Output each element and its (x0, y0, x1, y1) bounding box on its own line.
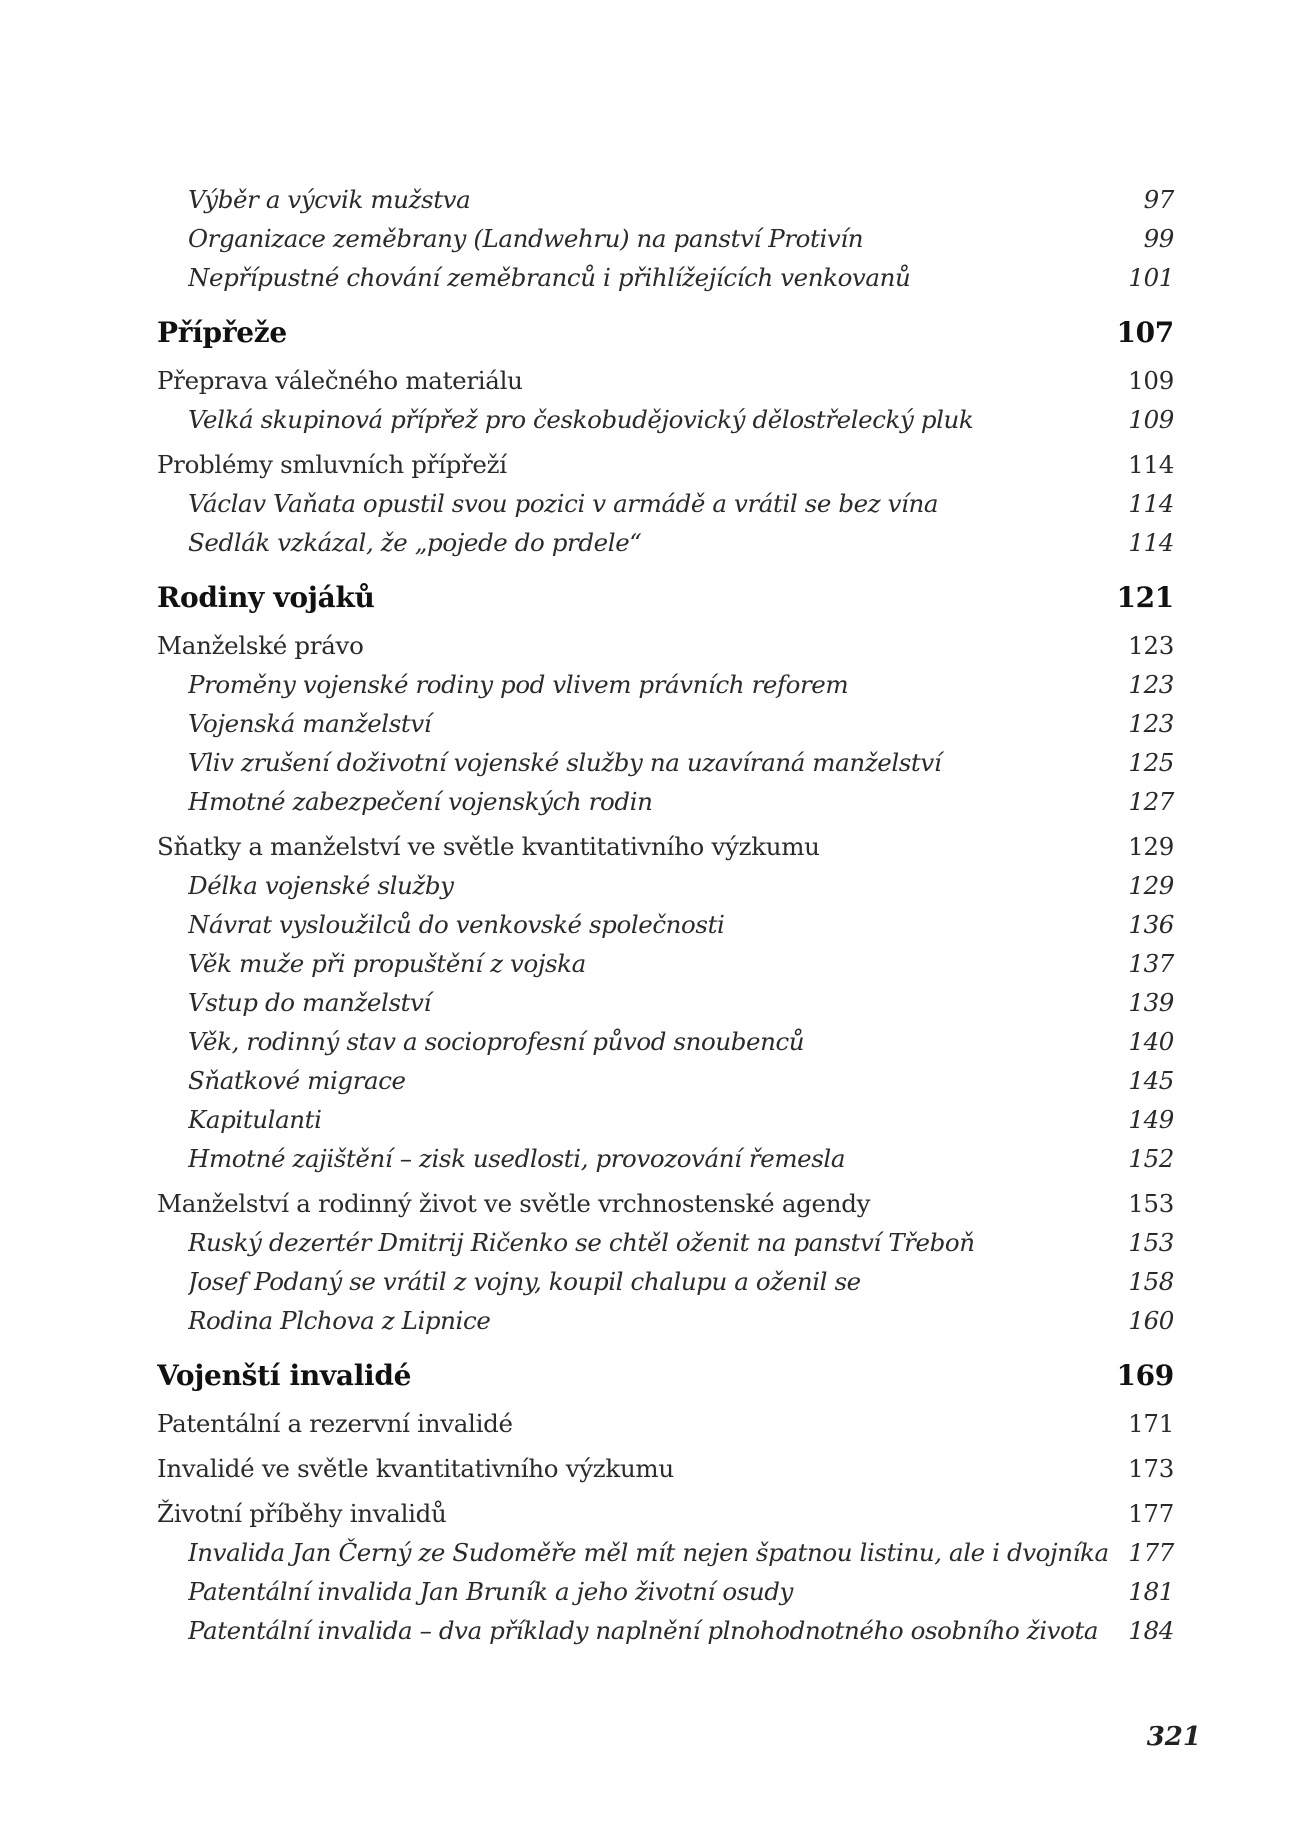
toc-entry-page: 123 (1128, 670, 1174, 699)
toc-entry (157, 1533, 1174, 1572)
toc-section-title: Přeprava válečného materiálu (157, 366, 523, 395)
toc-entry-title: Ruský dezertér Dmitrij Ričenko se chtěl oženit na panství Třeboň (188, 1228, 975, 1257)
toc-entry (157, 219, 1174, 258)
toc-entry (157, 180, 1174, 219)
toc-chapter (157, 576, 1174, 620)
toc-entry-page: 177 (1128, 1538, 1174, 1567)
toc-entry (157, 665, 1174, 704)
toc-entry-title: Velká skupinová přípřež pro českobudějovický dělostřelecký pluk (188, 405, 974, 434)
toc-section-page: 173 (1128, 1454, 1174, 1483)
toc-entry-title: Vojenská manželství (188, 709, 432, 738)
toc-section-page: 114 (1128, 450, 1174, 479)
toc-entry (157, 905, 1174, 944)
toc-entry-page: 149 (1128, 1105, 1174, 1134)
toc-chapter-title: Přípřeže (157, 316, 287, 349)
toc-entry (157, 1100, 1174, 1139)
toc-section-title: Manželské právo (157, 631, 364, 660)
toc-entry-title: Josef Podaný se vrátil z vojny, koupil chalupu a oženil se (188, 1267, 861, 1296)
toc-entry-title: Věk muže při propuštění z vojska (188, 949, 586, 978)
toc-entry-title: Nepřípustné chování zeměbranců i přihlížejících venkovanů (188, 263, 911, 292)
toc-entry (157, 484, 1174, 523)
toc-section-title: Patentální a rezervní invalidé (157, 1409, 513, 1438)
toc-entry-page: 114 (1128, 489, 1174, 518)
toc-entry-page: 153 (1128, 1228, 1174, 1257)
toc-section-title: Manželství a rodinný život ve světle vrchnostenské agendy (157, 1189, 871, 1218)
toc-entry (157, 1572, 1174, 1611)
toc-entry-page: 160 (1128, 1306, 1174, 1335)
toc-entry-title: Proměny vojenské rodiny pod vlivem právních reforem (188, 670, 849, 699)
toc-entry-page: 139 (1128, 988, 1174, 1017)
toc-entry-title: Invalida Jan Černý ze Sudoměře měl mít nejen špatnou listinu, ale i dvojníka (188, 1538, 1109, 1567)
toc-entry-page: 127 (1128, 787, 1174, 816)
toc-entry (157, 1223, 1174, 1262)
table-of-contents (157, 180, 1174, 1650)
toc-entry (157, 782, 1174, 821)
toc-entry-page: 136 (1128, 910, 1174, 939)
toc-entry (157, 400, 1174, 439)
toc-entry-page: 181 (1128, 1577, 1174, 1606)
toc-entry-title: Výběr a výcvik mužstva (188, 185, 471, 214)
toc-entry (157, 1301, 1174, 1340)
toc-entry-title: Vliv zrušení doživotní vojenské služby na uzavíraná manželství (188, 748, 942, 777)
toc-entry-page: 97 (1143, 185, 1174, 214)
toc-entry-title: Václav Vaňata opustil svou pozici v armádě a vrátil se bez vína (188, 489, 939, 518)
toc-section (157, 445, 1174, 484)
toc-entry-page: 137 (1128, 949, 1174, 978)
toc-chapter (157, 1354, 1174, 1398)
toc-entry (157, 1262, 1174, 1301)
toc-section (157, 1404, 1174, 1443)
toc-entry (157, 704, 1174, 743)
toc-entry-title: Vstup do manželství (188, 988, 431, 1017)
toc-section (157, 626, 1174, 665)
toc-section (157, 1184, 1174, 1223)
page-number: 321 (1146, 1722, 1201, 1752)
toc-section-page: 109 (1128, 366, 1174, 395)
toc-entry (157, 1139, 1174, 1178)
toc-chapter-title: Vojenští invalidé (157, 1359, 412, 1392)
toc-entry-page: 101 (1128, 263, 1174, 292)
toc-section-page: 123 (1128, 631, 1174, 660)
toc-entry-title: Kapitulanti (188, 1105, 322, 1134)
toc-entry-page: 114 (1128, 528, 1174, 557)
toc-entry-page: 99 (1143, 224, 1174, 253)
toc-chapter-page: 107 (1116, 316, 1174, 349)
toc-entry-page: 145 (1128, 1066, 1174, 1095)
toc-section (157, 827, 1174, 866)
toc-entry-title: Organizace zeměbrany (Landwehru) na panství Protivín (188, 224, 864, 253)
toc-section (157, 1494, 1174, 1533)
toc-entry-title: Patentální invalida Jan Bruník a jeho životní osudy (188, 1577, 793, 1606)
toc-entry-title: Sňatkové migrace (188, 1066, 406, 1095)
toc-entry-page: 125 (1128, 748, 1174, 777)
toc-entry-title: Délka vojenské služby (188, 871, 454, 900)
toc-entry (157, 1061, 1174, 1100)
toc-entry (157, 1022, 1174, 1061)
toc-section-title: Sňatky a manželství ve světle kvantitativního výzkumu (157, 832, 820, 861)
toc-entry-page: 152 (1128, 1144, 1174, 1173)
toc-entry (157, 523, 1174, 562)
toc-entry (157, 866, 1174, 905)
toc-entry-title: Hmotné zajištění – zisk usedlosti, provozování řemesla (188, 1144, 846, 1173)
toc-section-page: 153 (1128, 1189, 1174, 1218)
toc-entry-page: 109 (1128, 405, 1174, 434)
toc-section (157, 1449, 1174, 1488)
toc-entry (157, 983, 1174, 1022)
toc-section-title: Problémy smluvních přípřeží (157, 450, 507, 479)
toc-entry-page: 123 (1128, 709, 1174, 738)
toc-section-title: Životní příběhy invalidů (157, 1499, 447, 1528)
toc-entry-title: Návrat vysloužilců do venkovské společnosti (188, 910, 725, 939)
toc-entry (157, 258, 1174, 297)
toc-section-title: Invalidé ve světle kvantitativního výzkumu (157, 1454, 674, 1483)
toc-entry-title: Patentální invalida – dva příklady naplnění plnohodnotného osobního života (188, 1616, 1099, 1645)
toc-chapter-page: 169 (1116, 1359, 1174, 1392)
toc-chapter (157, 311, 1174, 355)
toc-chapter-page: 121 (1116, 581, 1174, 614)
toc-section-page: 171 (1128, 1409, 1174, 1438)
toc-entry-page: 184 (1128, 1616, 1174, 1645)
toc-entry (157, 944, 1174, 983)
toc-entry (157, 743, 1174, 782)
toc-entry-title: Hmotné zabezpečení vojenských rodin (188, 787, 653, 816)
toc-section-page: 177 (1128, 1499, 1174, 1528)
toc-entry-title: Věk, rodinný stav a socioprofesní původ snoubenců (188, 1027, 805, 1056)
toc-chapter-title: Rodiny vojáků (157, 581, 375, 614)
toc-entry (157, 1611, 1174, 1650)
toc-entry-page: 129 (1128, 871, 1174, 900)
toc-entry-title: Sedlák vzkázal, že „pojede do prdele“ (188, 528, 642, 557)
toc-entry-page: 140 (1128, 1027, 1174, 1056)
toc-entry-title: Rodina Plchova z Lipnice (188, 1306, 491, 1335)
toc-section (157, 361, 1174, 400)
toc-section-page: 129 (1128, 832, 1174, 861)
toc-entry-page: 158 (1128, 1267, 1174, 1296)
